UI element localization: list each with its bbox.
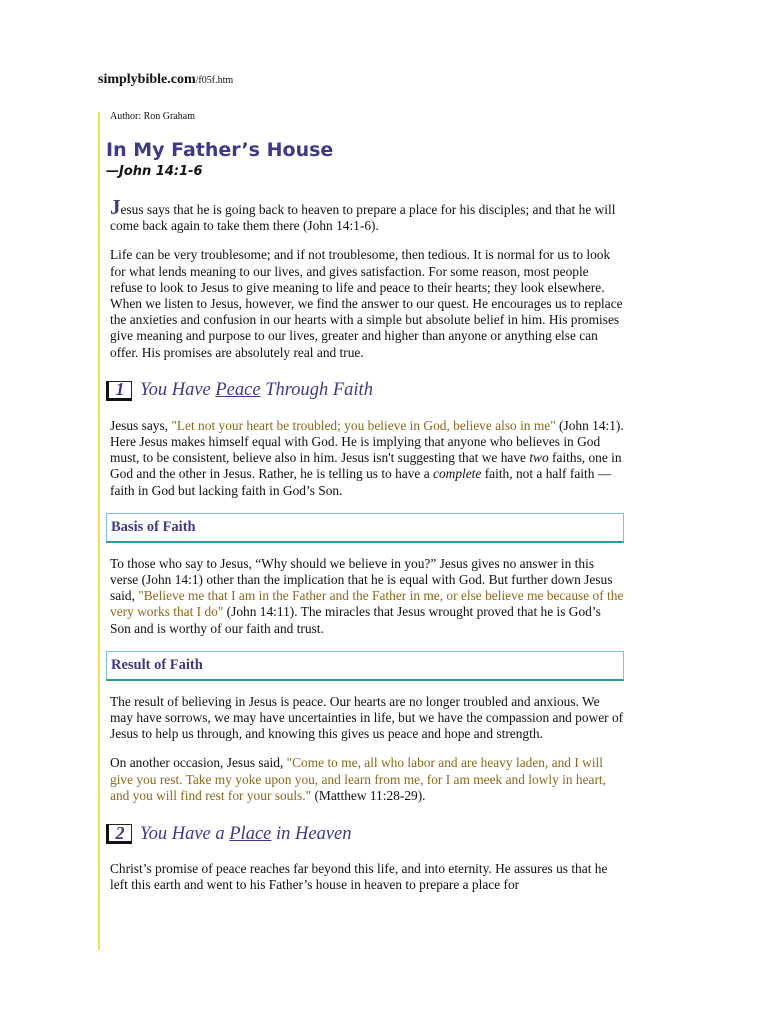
author-line: Author: Ron Graham xyxy=(110,111,195,122)
section-2-paragraph: Christ’s promise of peace reaches far beyond this life, and into eternity. He assures us that he left this earth and went to his Father’s house in heaven to prepare a place for xyxy=(110,861,608,893)
intro-paragraph: Jesus says that he is going back to heaven to prepare a place for his disciples; and that he will come back again to take them there (John 14:1-6). xyxy=(110,195,616,234)
section-number-badge: 1 xyxy=(106,381,132,401)
site-path: /f05f.htm xyxy=(195,75,234,86)
page-title: In My Father’s House xyxy=(106,139,334,161)
subheading-result-of-faith xyxy=(106,651,624,681)
site-name[interactable]: simplybible.com xyxy=(98,72,196,87)
section-2-title: You Have a Place in Heaven xyxy=(140,823,352,844)
scripture-quote: "Let not your heart be troubled; you believe in God, believe also in me" xyxy=(171,417,556,433)
site-header xyxy=(98,71,233,88)
section-1-heading xyxy=(106,377,624,405)
basis-paragraph: To those who say to Jesus, “Why should we believe in you?” Jesus gives no answer in this verse (John 14:1) other than the implication that he is equal with God. But further down Jesus said, "Believe me that I am in the Father and the Father in me, or else believe me because of the very works that I do" (John 14:11). The miracles that Jesus wrought proved that he is God’s Son and is worthy of our faith and trust. xyxy=(110,555,624,636)
result-paragraph-1: The result of believing in Jesus is peace. Our hearts are no longer troubled and anxious. We may have sorrows, we may have uncertainties in life, but we have the compassion and power of Jesus to help us through, and knowing this gives us peace and hope and strength. xyxy=(110,693,624,742)
scripture-quote: "Believe me that I am in the Father and the Father in me, or else believe me because of the very works that I do" xyxy=(110,588,624,620)
result-paragraph-2: On another occasion, Jesus said, "Come to me, all who labor and are heavy laden, and I will give you rest. Take my yoke upon you, and learn from me, for I am meek and lowly in heart, and you will find rest for your souls." (Matthew 11:28-29). xyxy=(110,755,606,803)
section-1-paragraph: Jesus says, "Let not your heart be troubled; you believe in God, believe also in me" (John 14:1). Here Jesus makes himself equal with God. He is implying that anyone who believes in God must, to be consistent, believe also in him. Jesus isn't suggesting that we have two faiths, one in God and the other in Jesus. Rather, he is telling us to have a complete faith, not a half faith —faith in God but lacking faith in God’s Son. xyxy=(110,417,624,498)
drop-cap: J xyxy=(110,195,121,219)
margin-rule xyxy=(98,112,100,950)
section-2-heading xyxy=(106,820,624,848)
section-number-badge: 2 xyxy=(106,824,132,844)
subheading-basis-of-faith xyxy=(106,513,624,543)
key-word-place: Place xyxy=(229,823,272,844)
scripture-reference: —John 14:1-6 xyxy=(106,164,203,179)
article xyxy=(106,110,624,893)
subheading-label: Basis of Faith xyxy=(111,518,196,535)
paragraph-1: Life can be very troublesome; and if not troublesome, then tedious. It is normal for us to look for what lends meaning to our lives, and gives satisfaction. For some reason, most people refuse to look to Jesus to give meaning to life and peace to their hearts; they look elsewhere. When we listen to Jesus, however, we find the answer to our quest. He encourages us to replace the anxieties and confusion in our hearts with a simple but absolute belief in him. His promises give meaning and purpose to our lives, greater and higher than anyone or anything else can offer. His promises are absolutely real and true. xyxy=(110,247,623,360)
subheading-label: Result of Faith xyxy=(111,656,203,673)
section-1-title: You Have Peace Through Faith xyxy=(140,380,373,401)
key-word-peace: Peace xyxy=(215,380,261,401)
scripture-quote: "Come to me, all who labor and are heavy laden, and I will give you rest. Take my yoke upon you, and learn from me, for I am meek and lowly in heart, and you will find rest for your souls." xyxy=(110,755,606,803)
